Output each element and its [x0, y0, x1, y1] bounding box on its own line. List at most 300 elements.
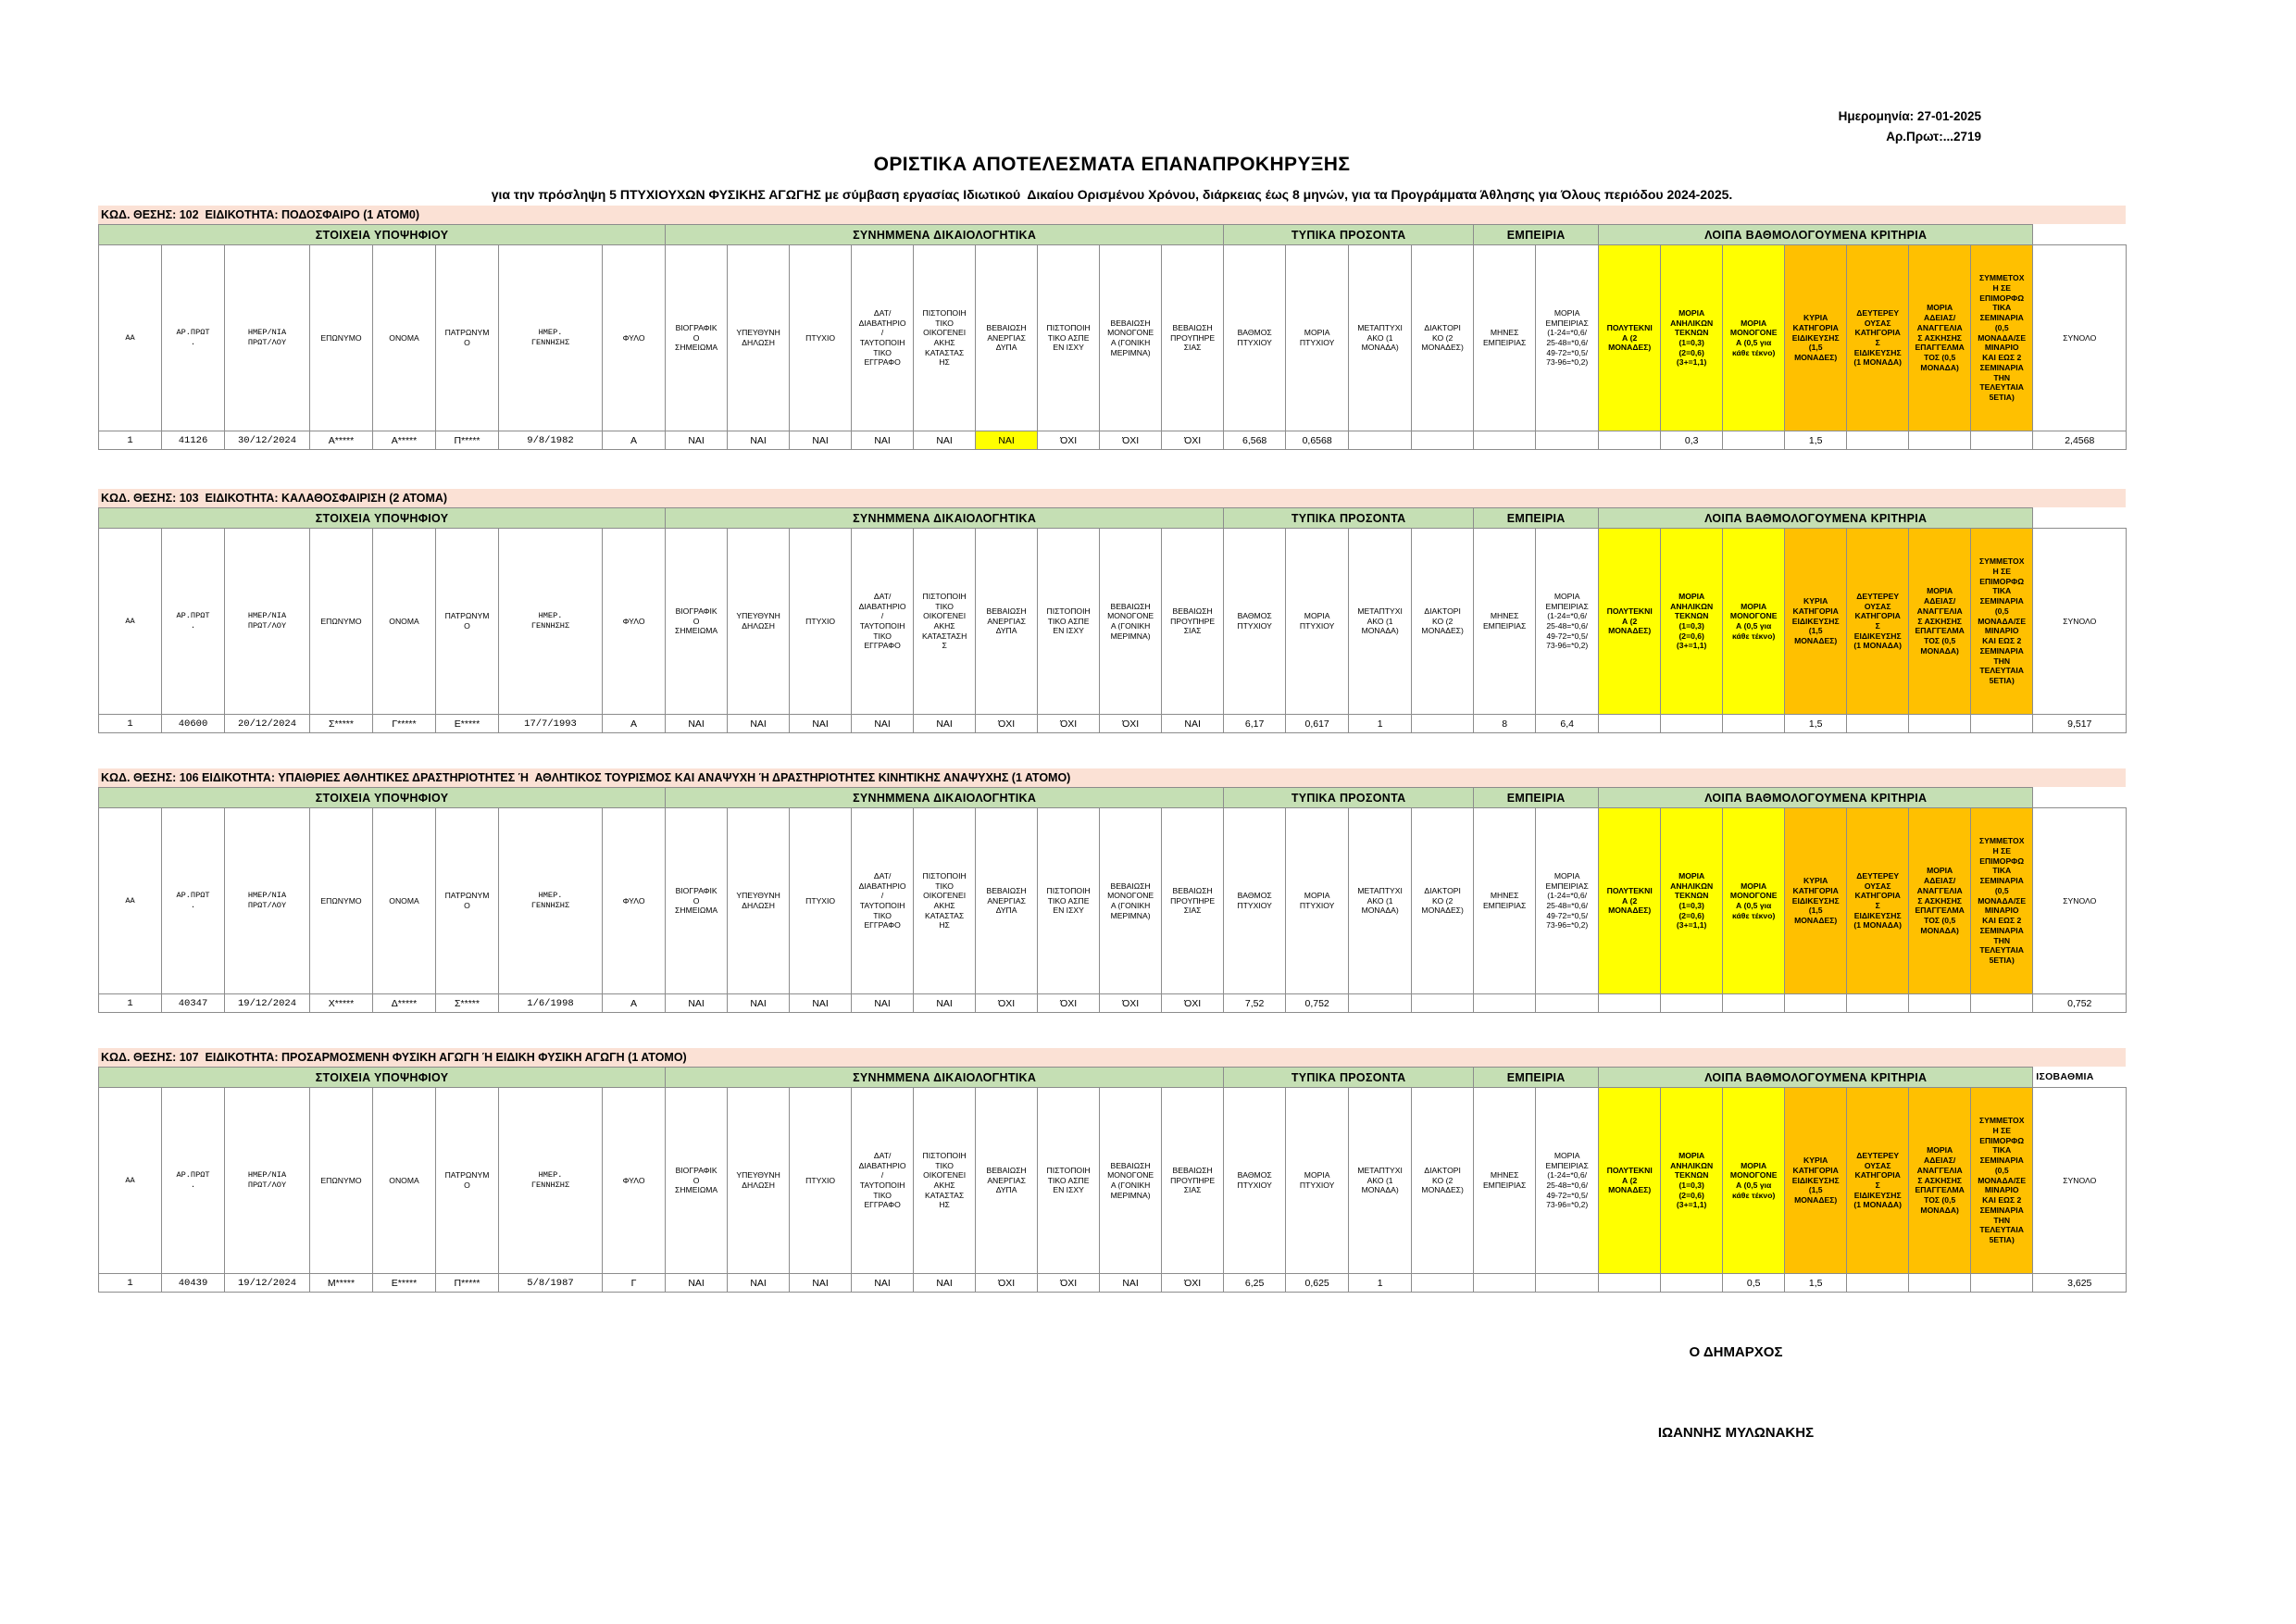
- column-header: ΒΕΒΑΙΩΣΗ ΠΡΟΥΠΗΡΕ ΣΙΑΣ: [1162, 245, 1224, 431]
- column-header: ΑΑ: [99, 245, 162, 431]
- table-cell: 19/12/2024: [225, 1274, 310, 1293]
- table-cell: 0,617: [1286, 715, 1349, 733]
- table-cell: 6,25: [1224, 1274, 1286, 1293]
- table-cell: 17/7/1993: [499, 715, 603, 733]
- column-header: ΜΟΡΙΑ ΠΤΥΧΙΟΥ: [1286, 808, 1349, 994]
- column-header: ΑΡ.ΠΡΩΤ .: [162, 1088, 225, 1274]
- table-cell: 1: [99, 715, 162, 733]
- table-cell: Δ*****: [373, 994, 436, 1013]
- group-header: ΣΥΝΗΜΜΕΝΑ ΔΙΚΑΙΟΛΟΓΗΤΙΚΑ: [666, 788, 1224, 808]
- column-header: ΠΟΛΥΤΕΚΝΙ Α (2 ΜΟΝΑΔΕΣ): [1599, 1088, 1661, 1274]
- column-header: ΒΕΒΑΙΩΣΗ ΠΡΟΥΠΗΡΕ ΣΙΑΣ: [1162, 529, 1224, 715]
- group-header: ΣΥΝΗΜΜΕΝΑ ΔΙΚΑΙΟΛΟΓΗΤΙΚΑ: [666, 225, 1224, 245]
- column-header: ΣΥΜΜΕΤΟΧ Η ΣΕ ΕΠΙΜΟΡΦΩ ΤΙΚΑ ΣΕΜΙΝΑΡΙΑ (0,5 ΜΟΝΑΔΑ/ΣΕ ΜΙΝΑΡΙΟ ΚΑΙ ΕΩΣ 2 ΣΕΜΙΝΑΡΙΑ ΤΗΝ ΤΕΛΕΥΤΑΙΑ 5ΕΤΙΑ): [1971, 529, 2033, 715]
- group-header-row: [99, 788, 2127, 808]
- table-cell: ΌΧΙ: [1038, 994, 1100, 1013]
- group-header-row: [99, 1068, 2127, 1088]
- column-header: ΑΡ.ΠΡΩΤ .: [162, 808, 225, 994]
- column-header: ΗΜΕΡ. ΓΕΝΝΗΣΗΣ: [499, 245, 603, 431]
- table-cell: ΝΑΙ: [914, 994, 976, 1013]
- column-header: ΣΥΝΟΛΟ: [2033, 529, 2127, 715]
- table-cell: Ε*****: [373, 1274, 436, 1293]
- column-header: ΥΠΕΥΘΥΝΗ ΔΗΛΩΣΗ: [728, 1088, 790, 1274]
- table-cell: [1971, 715, 2033, 733]
- table-cell: [1971, 431, 2033, 450]
- tie-label: ΙΣΟΒΑΘΜΙΑ: [2033, 1068, 2127, 1088]
- column-header: ΠΙΣΤΟΠΟΙΗ ΤΙΚΟ ΟΙΚΟΓΕΝΕΙ ΑΚΗΣ ΚΑΤΑΣΤΑΣ ΗΣ: [914, 1088, 976, 1274]
- column-header: ΣΥΜΜΕΤΟΧ Η ΣΕ ΕΠΙΜΟΡΦΩ ΤΙΚΑ ΣΕΜΙΝΑΡΙΑ (0,5 ΜΟΝΑΔΑ/ΣΕ ΜΙΝΑΡΙΟ ΚΑΙ ΕΩΣ 2 ΣΕΜΙΝΑΡΙΑ ΤΗΝ ΤΕΛΕΥΤΑΙΑ 5ΕΤΙΑ): [1971, 1088, 2033, 1274]
- column-header: ΑΑ: [99, 529, 162, 715]
- group-header: ΣΤΟΙΧΕΙΑ ΥΠΟΨΗΦΙΟΥ: [99, 788, 666, 808]
- table-cell: ΝΑΙ: [914, 715, 976, 733]
- table-cell: [1723, 715, 1785, 733]
- group-header: ΕΜΠΕΙΡΙΑ: [1474, 1068, 1599, 1088]
- group-header: ΕΜΠΕΙΡΙΑ: [1474, 508, 1599, 529]
- protocol-number: Αρ.Πρωτ:...2719: [1886, 130, 1981, 144]
- tie-label: [2033, 508, 2127, 529]
- table-cell: [1661, 994, 1723, 1013]
- column-header: ΒΕΒΑΙΩΣΗ ΑΝΕΡΓΙΑΣ ΔΥΠΑ: [976, 808, 1038, 994]
- table-cell: [1599, 715, 1661, 733]
- group-header: ΕΜΠΕΙΡΙΑ: [1474, 225, 1599, 245]
- column-header: ΠΟΛΥΤΕΚΝΙ Α (2 ΜΟΝΑΔΕΣ): [1599, 529, 1661, 715]
- table-cell: ΝΑΙ: [1100, 1274, 1162, 1293]
- table-cell: ΝΑΙ: [914, 431, 976, 450]
- table-cell: ΝΑΙ: [666, 1274, 728, 1293]
- table-body: [99, 1068, 2127, 1293]
- table-cell: ΌΧΙ: [976, 994, 1038, 1013]
- table-cell: ΝΑΙ: [666, 994, 728, 1013]
- column-header: ΜΕΤΑΠΤΥΧΙ ΑΚΟ (1 ΜΟΝΑΔΑ): [1349, 1088, 1412, 1274]
- column-header: ΚΥΡΙΑ ΚΑΤΗΓΟΡΙΑ ΕΙΔΙΚΕΥΣΗΣ (1,5 ΜΟΝΑΔΕΣ): [1785, 1088, 1847, 1274]
- table-cell: [1474, 431, 1536, 450]
- group-header: ΛΟΙΠΑ ΒΑΘΜΟΛΟΓΟΥΜΕΝΑ ΚΡΙΤΗΡΙΑ: [1599, 508, 2033, 529]
- table-cell: 1: [99, 431, 162, 450]
- column-header: ΒΑΘΜΟΣ ΠΤΥΧΙΟΥ: [1224, 1088, 1286, 1274]
- column-header: ΠΑΤΡΩΝΥΜ Ο: [436, 529, 499, 715]
- table-cell: 6,4: [1536, 715, 1599, 733]
- table-cell: 19/12/2024: [225, 994, 310, 1013]
- table-body: [99, 225, 2127, 450]
- table-cell: [1412, 994, 1474, 1013]
- column-header: ΠΑΤΡΩΝΥΜ Ο: [436, 808, 499, 994]
- column-header: ΠΑΤΡΩΝΥΜ Ο: [436, 245, 499, 431]
- table-cell: 1/6/1998: [499, 994, 603, 1013]
- column-header: ΠΟΛΥΤΕΚΝΙ Α (2 ΜΟΝΑΔΕΣ): [1599, 808, 1661, 994]
- group-header: ΣΥΝΗΜΜΕΝΑ ΔΙΚΑΙΟΛΟΓΗΤΙΚΑ: [666, 1068, 1224, 1088]
- column-header: ΒΕΒΑΙΩΣΗ ΜΟΝΟΓΟΝΕ Α (ΓΟΝΙΚΗ ΜΕΡΙΜΝΑ): [1100, 529, 1162, 715]
- table-cell: 1,5: [1785, 715, 1847, 733]
- column-header: ΜΟΡΙΑ ΕΜΠΕΙΡΙΑΣ (1-24=*0,6/ 25-48=*0,6/ 49-72=*0,5/ 73-96=*0,2): [1536, 808, 1599, 994]
- column-header: ΣΥΝΟΛΟ: [2033, 808, 2127, 994]
- table-cell: [1847, 1274, 1909, 1293]
- table-cell: Π*****: [436, 431, 499, 450]
- group-header: ΛΟΙΠΑ ΒΑΘΜΟΛΟΓΟΥΜΕΝΑ ΚΡΙΤΗΡΙΑ: [1599, 788, 2033, 808]
- table-cell: [1847, 715, 1909, 733]
- table-cell: 8: [1474, 715, 1536, 733]
- table-cell: [1661, 1274, 1723, 1293]
- table-cell: 0,752: [2033, 994, 2127, 1013]
- table-cell: ΝΑΙ: [790, 431, 852, 450]
- column-header: ΠΤΥΧΙΟ: [790, 808, 852, 994]
- column-header: ΠΤΥΧΙΟ: [790, 529, 852, 715]
- table-cell: ΝΑΙ: [852, 715, 914, 733]
- column-header-row: [99, 1088, 2127, 1274]
- group-header: ΣΥΝΗΜΜΕΝΑ ΔΙΚΑΙΟΛΟΓΗΤΙΚΑ: [666, 508, 1224, 529]
- table-cell: ΝΑΙ: [790, 1274, 852, 1293]
- table-cell: [1909, 994, 1971, 1013]
- table-body: [99, 508, 2127, 733]
- group-header: ΤΥΠΙΚΑ ΠΡΟΣΟΝΤΑ: [1224, 508, 1474, 529]
- document-title: ΟΡΙΣΤΙΚΑ ΑΠΟΤΕΛΕΣΜΑΤΑ ΕΠΑΝΑΠΡΟΚΗΡΥΞΗΣ: [873, 154, 1351, 175]
- table-cell: ΌΧΙ: [1162, 994, 1224, 1013]
- column-header: ΑΡ.ΠΡΩΤ .: [162, 245, 225, 431]
- table-cell: Σ*****: [310, 715, 373, 733]
- table-cell: ΌΧΙ: [1100, 715, 1162, 733]
- table-cell: [1599, 1274, 1661, 1293]
- column-header: ΜΟΡΙΑ ΠΤΥΧΙΟΥ: [1286, 245, 1349, 431]
- table-cell: ΌΧΙ: [1162, 1274, 1224, 1293]
- position-section-107: [98, 1048, 2126, 1293]
- column-header: ΔΕΥΤΕΡΕΥ ΟΥΣΑΣ ΚΑΤΗΓΟΡΙΑ Σ ΕΙΔΙΚΕΥΣΗΣ (1 ΜΟΝΑΔΑ): [1847, 245, 1909, 431]
- column-header: ΒΕΒΑΙΩΣΗ ΠΡΟΥΠΗΡΕ ΣΙΑΣ: [1162, 1088, 1224, 1274]
- table-cell: Χ*****: [310, 994, 373, 1013]
- table-cell: 1: [1349, 715, 1412, 733]
- column-header: ΜΕΤΑΠΤΥΧΙ ΑΚΟ (1 ΜΟΝΑΔΑ): [1349, 808, 1412, 994]
- table-cell: 0,752: [1286, 994, 1349, 1013]
- column-header: ΒΕΒΑΙΩΣΗ ΜΟΝΟΓΟΝΕ Α (ΓΟΝΙΚΗ ΜΕΡΙΜΝΑ): [1100, 1088, 1162, 1274]
- table-cell: Σ*****: [436, 994, 499, 1013]
- column-header: ΠΙΣΤΟΠΟΙΗ ΤΙΚΟ ΑΣΠΕ ΕΝ ΙΣΧΥ: [1038, 1088, 1100, 1274]
- table-row: [99, 994, 2127, 1013]
- column-header: ΒΑΘΜΟΣ ΠΤΥΧΙΟΥ: [1224, 245, 1286, 431]
- column-header: ΦΥΛΟ: [603, 1088, 666, 1274]
- table-cell: 9,517: [2033, 715, 2127, 733]
- table-cell: Μ*****: [310, 1274, 373, 1293]
- column-header: ΗΜΕΡ. ΓΕΝΝΗΣΗΣ: [499, 1088, 603, 1274]
- table-cell: 40347: [162, 994, 225, 1013]
- column-header: ΗΜΕΡ/ΝΙΑ ΠΡΩΤ/ΛΟΥ: [225, 245, 310, 431]
- table-cell: [1349, 431, 1412, 450]
- column-header: ΚΥΡΙΑ ΚΑΤΗΓΟΡΙΑ ΕΙΔΙΚΕΥΣΗΣ (1,5 ΜΟΝΑΔΕΣ): [1785, 808, 1847, 994]
- column-header: ΣΥΜΜΕΤΟΧ Η ΣΕ ΕΠΙΜΟΡΦΩ ΤΙΚΑ ΣΕΜΙΝΑΡΙΑ (0,5 ΜΟΝΑΔΑ/ΣΕ ΜΙΝΑΡΙΟ ΚΑΙ ΕΩΣ 2 ΣΕΜΙΝΑΡΙΑ ΤΗΝ ΤΕΛΕΥΤΑΙΑ 5ΕΤΙΑ): [1971, 808, 2033, 994]
- table-cell: [1723, 994, 1785, 1013]
- group-header-row: [99, 508, 2127, 529]
- column-header: ΜΗΝΕΣ ΕΜΠΕΙΡΙΑΣ: [1474, 1088, 1536, 1274]
- column-header: ΒΕΒΑΙΩΣΗ ΑΝΕΡΓΙΑΣ ΔΥΠΑ: [976, 1088, 1038, 1274]
- table-cell: ΌΧΙ: [1038, 1274, 1100, 1293]
- document-date: Ημερομηνία: 27-01-2025: [1838, 109, 1981, 123]
- column-header: ΜΟΡΙΑ ΑΝΗΛΙΚΩΝ ΤΕΚΝΩΝ (1=0,3) (2=0,6) (3+=1,1): [1661, 808, 1723, 994]
- position-banner: ΚΩΔ. ΘΕΣΗΣ: 106 ΕΙΔΙΚΟΤΗΤΑ: ΥΠΑΙΘΡΙΕΣ ΑΘΛΗΤΙΚΕΣ ΔΡΑΣΤΗΡΙΟΤΗΤΕΣ Ή ΑΘΛΗΤΙΚΟΣ ΤΟΥΡΙΣΜΟΣ ΚΑΙ ΑΝΑΨΥΧΗ Ή ΔΡΑΣΤΗΡΙΟΤΗΤΕΣ ΚΙΝΗΤΙΚΗΣ ΑΝΑΨΥΧΗΣ (1 ΑΤΟΜΟ): [98, 768, 2126, 787]
- table-cell: ΝΑΙ: [1162, 715, 1224, 733]
- group-header: ΛΟΙΠΑ ΒΑΘΜΟΛΟΓΟΥΜΕΝΑ ΚΡΙΤΗΡΙΑ: [1599, 225, 2033, 245]
- column-header: ΒΕΒΑΙΩΣΗ ΠΡΟΥΠΗΡΕ ΣΙΑΣ: [1162, 808, 1224, 994]
- table-cell: [1599, 994, 1661, 1013]
- table-cell: ΝΑΙ: [728, 1274, 790, 1293]
- column-header: ΔΕΥΤΕΡΕΥ ΟΥΣΑΣ ΚΑΤΗΓΟΡΙΑ Σ ΕΙΔΙΚΕΥΣΗΣ (1 ΜΟΝΑΔΑ): [1847, 529, 1909, 715]
- column-header: ΠΤΥΧΙΟ: [790, 1088, 852, 1274]
- column-header: ΜΟΡΙΑ ΑΝΗΛΙΚΩΝ ΤΕΚΝΩΝ (1=0,3) (2=0,6) (3+=1,1): [1661, 245, 1723, 431]
- group-header: ΤΥΠΙΚΑ ΠΡΟΣΟΝΤΑ: [1224, 225, 1474, 245]
- position-section-103: [98, 489, 2126, 733]
- table-cell: 30/12/2024: [225, 431, 310, 450]
- column-header: ΑΡ.ΠΡΩΤ .: [162, 529, 225, 715]
- column-header: ΦΥΛΟ: [603, 529, 666, 715]
- column-header: ΕΠΩΝΥΜΟ: [310, 1088, 373, 1274]
- column-header: ΑΑ: [99, 808, 162, 994]
- tie-label: [2033, 788, 2127, 808]
- column-header: ΕΠΩΝΥΜΟ: [310, 529, 373, 715]
- table-cell: ΝΑΙ: [852, 1274, 914, 1293]
- signature-role: Ο ΔΗΜΑΡΧΟΣ: [1689, 1344, 1783, 1360]
- table-cell: ΝΑΙ: [852, 994, 914, 1013]
- table-cell: [1412, 715, 1474, 733]
- table-cell: ΝΑΙ: [728, 715, 790, 733]
- table-cell: 1,5: [1785, 1274, 1847, 1293]
- table-cell: [1847, 431, 1909, 450]
- table-cell: 9/8/1982: [499, 431, 603, 450]
- column-header-row: [99, 808, 2127, 994]
- column-header: ΜΟΡΙΑ ΑΔΕΙΑΣ/ ΑΝΑΓΓΕΛΙΑ Σ ΑΣΚΗΣΗΣ ΕΠΑΓΓΕΛΜΑ ΤΟΣ (0,5 ΜΟΝΑΔΑ): [1909, 529, 1971, 715]
- table-cell: [1661, 715, 1723, 733]
- table-cell: ΌΧΙ: [1100, 994, 1162, 1013]
- table-cell: [1723, 431, 1785, 450]
- table-cell: Α: [603, 994, 666, 1013]
- document-subtitle: για την πρόσληψη 5 ΠΤΥΧΙΟΥΧΩΝ ΦΥΣΙΚΗΣ ΑΓΩΓΗΣ με σύμβαση εργασίας Ιδιωτικού Δικαίου Ορισμένου Χρόνου, διάρκειας έως 8 μηνών, για τα Προγράμματα Άθλησης για Όλους περιόδου 2024-2025.: [491, 187, 1733, 202]
- table-cell: 0,5: [1723, 1274, 1785, 1293]
- table-cell: [1909, 715, 1971, 733]
- table-row: [99, 431, 2127, 450]
- column-header: ΔΙΑΚΤΟΡΙ ΚΟ (2 ΜΟΝΑΔΕΣ): [1412, 245, 1474, 431]
- table-cell: [1847, 994, 1909, 1013]
- column-header: ΜΟΡΙΑ ΑΝΗΛΙΚΩΝ ΤΕΚΝΩΝ (1=0,3) (2=0,6) (3+=1,1): [1661, 1088, 1723, 1274]
- table-cell: [1412, 1274, 1474, 1293]
- column-header: ΜΟΡΙΑ ΕΜΠΕΙΡΙΑΣ (1-24=*0,6/ 25-48=*0,6/ 49-72=*0,5/ 73-96=*0,2): [1536, 1088, 1599, 1274]
- position-section-106: [98, 768, 2126, 1013]
- column-header: ΣΥΝΟΛΟ: [2033, 1088, 2127, 1274]
- column-header: ΥΠΕΥΘΥΝΗ ΔΗΛΩΣΗ: [728, 529, 790, 715]
- group-header-row: [99, 225, 2127, 245]
- table-cell: Π*****: [436, 1274, 499, 1293]
- group-header: ΣΤΟΙΧΕΙΑ ΥΠΟΨΗΦΙΟΥ: [99, 508, 666, 529]
- table-cell: ΌΧΙ: [976, 715, 1038, 733]
- table-cell: 1: [1349, 1274, 1412, 1293]
- column-header: ΔΙΑΚΤΟΡΙ ΚΟ (2 ΜΟΝΑΔΕΣ): [1412, 808, 1474, 994]
- table-cell: 0,625: [1286, 1274, 1349, 1293]
- column-header: ΒΙΟΓΡΑΦΙΚ Ο ΣΗΜΕΙΩΜΑ: [666, 1088, 728, 1274]
- table-cell: 40439: [162, 1274, 225, 1293]
- table-cell: ΝΑΙ: [852, 431, 914, 450]
- table-cell: [1599, 431, 1661, 450]
- column-header: ΒΙΟΓΡΑΦΙΚ Ο ΣΗΜΕΙΩΜΑ: [666, 808, 728, 994]
- table-cell: [1474, 994, 1536, 1013]
- column-header: ΜΗΝΕΣ ΕΜΠΕΙΡΙΑΣ: [1474, 245, 1536, 431]
- table-cell: Α*****: [310, 431, 373, 450]
- column-header: ΗΜΕΡ. ΓΕΝΝΗΣΗΣ: [499, 529, 603, 715]
- column-header: ΦΥΛΟ: [603, 808, 666, 994]
- column-header: ΒΑΘΜΟΣ ΠΤΥΧΙΟΥ: [1224, 529, 1286, 715]
- table-cell: [1349, 994, 1412, 1013]
- column-header: ΟΝΟΜΑ: [373, 808, 436, 994]
- column-header: ΜΕΤΑΠΤΥΧΙ ΑΚΟ (1 ΜΟΝΑΔΑ): [1349, 529, 1412, 715]
- table-cell: 1,5: [1785, 431, 1847, 450]
- table-cell: 6,568: [1224, 431, 1286, 450]
- results-table: [98, 1067, 2127, 1293]
- column-header: ΠΙΣΤΟΠΟΙΗ ΤΙΚΟ ΟΙΚΟΓΕΝΕΙ ΑΚΗΣ ΚΑΤΑΣΤΑΣ ΗΣ: [914, 245, 976, 431]
- column-header: ΒΕΒΑΙΩΣΗ ΜΟΝΟΓΟΝΕ Α (ΓΟΝΙΚΗ ΜΕΡΙΜΝΑ): [1100, 245, 1162, 431]
- column-header: ΜΟΡΙΑ ΕΜΠΕΙΡΙΑΣ (1-24=*0,6/ 25-48=*0,6/ 49-72=*0,5/ 73-96=*0,2): [1536, 529, 1599, 715]
- column-header: ΜΗΝΕΣ ΕΜΠΕΙΡΙΑΣ: [1474, 808, 1536, 994]
- table-cell: Γ: [603, 1274, 666, 1293]
- table-cell: [1971, 1274, 2033, 1293]
- column-header: ΠΙΣΤΟΠΟΙΗ ΤΙΚΟ ΑΣΠΕ ΕΝ ΙΣΧΥ: [1038, 808, 1100, 994]
- table-cell: [1785, 994, 1847, 1013]
- table-body: [99, 788, 2127, 1013]
- table-cell: Γ*****: [373, 715, 436, 733]
- table-cell: [1412, 431, 1474, 450]
- table-cell: 40600: [162, 715, 225, 733]
- table-cell: ΝΑΙ: [666, 715, 728, 733]
- signature-name: ΙΩΑΝΝΗΣ ΜΥΛΩΝΑΚΗΣ: [1657, 1425, 1815, 1441]
- group-header: ΤΥΠΙΚΑ ΠΡΟΣΟΝΤΑ: [1224, 1068, 1474, 1088]
- column-header: ΔΑΤ/ ΔΙΑΒΑΤΗΡΙΟ / ΤΑΥΤΟΠΟΙΗ ΤΙΚΟ ΕΓΓΡΑΦΟ: [852, 808, 914, 994]
- position-banner: ΚΩΔ. ΘΕΣΗΣ: 102 ΕΙΔΙΚΟΤΗΤΑ: ΠΟΔΟΣΦΑΙΡΟ (1 ΑΤΟΜ0): [98, 206, 2126, 224]
- column-header: ΜΟΡΙΑ ΑΔΕΙΑΣ/ ΑΝΑΓΓΕΛΙΑ Σ ΑΣΚΗΣΗΣ ΕΠΑΓΓΕΛΜΑ ΤΟΣ (0,5 ΜΟΝΑΔΑ): [1909, 245, 1971, 431]
- column-header: ΗΜΕΡ. ΓΕΝΝΗΣΗΣ: [499, 808, 603, 994]
- column-header: ΜΟΡΙΑ ΠΤΥΧΙΟΥ: [1286, 529, 1349, 715]
- table-cell: ΌΧΙ: [1038, 431, 1100, 450]
- group-header: ΣΤΟΙΧΕΙΑ ΥΠΟΨΗΦΙΟΥ: [99, 225, 666, 245]
- table-cell: ΝΑΙ: [914, 1274, 976, 1293]
- column-header: ΕΠΩΝΥΜΟ: [310, 808, 373, 994]
- table-cell: Ε*****: [436, 715, 499, 733]
- column-header: ΔΑΤ/ ΔΙΑΒΑΤΗΡΙΟ / ΤΑΥΤΟΠΟΙΗ ΤΙΚΟ ΕΓΓΡΑΦΟ: [852, 529, 914, 715]
- group-header: ΣΤΟΙΧΕΙΑ ΥΠΟΨΗΦΙΟΥ: [99, 1068, 666, 1088]
- column-header: ΠΙΣΤΟΠΟΙΗ ΤΙΚΟ ΟΙΚΟΓΕΝΕΙ ΑΚΗΣ ΚΑΤΑΣΤΑΣ ΗΣ: [914, 808, 976, 994]
- table-cell: [1536, 1274, 1599, 1293]
- column-header: ΜΟΡΙΑ ΠΤΥΧΙΟΥ: [1286, 1088, 1349, 1274]
- column-header: ΗΜΕΡ/ΝΙΑ ΠΡΩΤ/ΛΟΥ: [225, 1088, 310, 1274]
- column-header: ΗΜΕΡ/ΝΙΑ ΠΡΩΤ/ΛΟΥ: [225, 808, 310, 994]
- table-cell: Α: [603, 715, 666, 733]
- column-header: ΜΟΡΙΑ ΑΔΕΙΑΣ/ ΑΝΑΓΓΕΛΙΑ Σ ΑΣΚΗΣΗΣ ΕΠΑΓΓΕΛΜΑ ΤΟΣ (0,5 ΜΟΝΑΔΑ): [1909, 1088, 1971, 1274]
- column-header: ΠΤΥΧΙΟ: [790, 245, 852, 431]
- column-header: ΔΕΥΤΕΡΕΥ ΟΥΣΑΣ ΚΑΤΗΓΟΡΙΑ Σ ΕΙΔΙΚΕΥΣΗΣ (1 ΜΟΝΑΔΑ): [1847, 1088, 1909, 1274]
- column-header: ΥΠΕΥΘΥΝΗ ΔΗΛΩΣΗ: [728, 245, 790, 431]
- column-header: ΔΙΑΚΤΟΡΙ ΚΟ (2 ΜΟΝΑΔΕΣ): [1412, 529, 1474, 715]
- column-header: ΒΕΒΑΙΩΣΗ ΑΝΕΡΓΙΑΣ ΔΥΠΑ: [976, 529, 1038, 715]
- column-header: ΦΥΛΟ: [603, 245, 666, 431]
- table-cell: 1: [99, 994, 162, 1013]
- column-header: ΒΕΒΑΙΩΣΗ ΜΟΝΟΓΟΝΕ Α (ΓΟΝΙΚΗ ΜΕΡΙΜΝΑ): [1100, 808, 1162, 994]
- table-cell: 1: [99, 1274, 162, 1293]
- table-cell: 2,4568: [2033, 431, 2127, 450]
- group-header: ΕΜΠΕΙΡΙΑ: [1474, 788, 1599, 808]
- column-header: ΜΕΤΑΠΤΥΧΙ ΑΚΟ (1 ΜΟΝΑΔΑ): [1349, 245, 1412, 431]
- results-table: [98, 787, 2127, 1013]
- position-section-102: [98, 206, 2126, 450]
- column-header: ΜΗΝΕΣ ΕΜΠΕΙΡΙΑΣ: [1474, 529, 1536, 715]
- column-header: ΒΑΘΜΟΣ ΠΤΥΧΙΟΥ: [1224, 808, 1286, 994]
- column-header-row: [99, 529, 2127, 715]
- column-header: ΔΙΑΚΤΟΡΙ ΚΟ (2 ΜΟΝΑΔΕΣ): [1412, 1088, 1474, 1274]
- position-banner: ΚΩΔ. ΘΕΣΗΣ: 103 ΕΙΔΙΚΟΤΗΤΑ: ΚΑΛΑΘΟΣΦΑΙΡΙΣΗ (2 ΑΤΟΜΑ): [98, 489, 2126, 507]
- column-header: ΑΑ: [99, 1088, 162, 1274]
- table-cell: Α: [603, 431, 666, 450]
- group-header: ΛΟΙΠΑ ΒΑΘΜΟΛΟΓΟΥΜΕΝΑ ΚΡΙΤΗΡΙΑ: [1599, 1068, 2033, 1088]
- column-header: ΣΥΜΜΕΤΟΧ Η ΣΕ ΕΠΙΜΟΡΦΩ ΤΙΚΑ ΣΕΜΙΝΑΡΙΑ (0,5 ΜΟΝΑΔΑ/ΣΕ ΜΙΝΑΡΙΟ ΚΑΙ ΕΩΣ 2 ΣΕΜΙΝΑΡΙΑ ΤΗΝ ΤΕΛΕΥΤΑΙΑ 5ΕΤΙΑ): [1971, 245, 2033, 431]
- table-cell: [1474, 1274, 1536, 1293]
- column-header: ΠΙΣΤΟΠΟΙΗ ΤΙΚΟ ΑΣΠΕ ΕΝ ΙΣΧΥ: [1038, 245, 1100, 431]
- column-header: ΠΙΣΤΟΠΟΙΗ ΤΙΚΟ ΟΙΚΟΓΕΝΕΙ ΑΚΗΣ ΚΑΤΑΣΤΑΣΗ Σ: [914, 529, 976, 715]
- table-cell: ΝΑΙ: [728, 994, 790, 1013]
- table-cell: 0,6568: [1286, 431, 1349, 450]
- table-row: [99, 715, 2127, 733]
- table-cell: [1971, 994, 2033, 1013]
- column-header: ΜΟΡΙΑ ΑΝΗΛΙΚΩΝ ΤΕΚΝΩΝ (1=0,3) (2=0,6) (3+=1,1): [1661, 529, 1723, 715]
- table-cell: ΌΧΙ: [1162, 431, 1224, 450]
- table-cell: 7,52: [1224, 994, 1286, 1013]
- column-header: ΥΠΕΥΘΥΝΗ ΔΗΛΩΣΗ: [728, 808, 790, 994]
- table-cell: [1536, 994, 1599, 1013]
- column-header-row: [99, 245, 2127, 431]
- table-cell: Α*****: [373, 431, 436, 450]
- column-header: ΒΙΟΓΡΑΦΙΚ Ο ΣΗΜΕΙΩΜΑ: [666, 529, 728, 715]
- table-cell: 0,3: [1661, 431, 1723, 450]
- table-cell: 20/12/2024: [225, 715, 310, 733]
- results-table: [98, 507, 2127, 733]
- column-header: ΠΑΤΡΩΝΥΜ Ο: [436, 1088, 499, 1274]
- position-banner: ΚΩΔ. ΘΕΣΗΣ: 107 ΕΙΔΙΚΟΤΗΤΑ: ΠΡΟΣΑΡΜΟΣΜΕΝΗ ΦΥΣΙΚΗ ΑΓΩΓΗ Ή ΕΙΔΙΚΗ ΦΥΣΙΚΗ ΑΓΩΓΗ (1 ΑΤΟΜΟ): [98, 1048, 2126, 1067]
- column-header: ΠΟΛΥΤΕΚΝΙ Α (2 ΜΟΝΑΔΕΣ): [1599, 245, 1661, 431]
- column-header: ΚΥΡΙΑ ΚΑΤΗΓΟΡΙΑ ΕΙΔΙΚΕΥΣΗΣ (1,5 ΜΟΝΑΔΕΣ): [1785, 245, 1847, 431]
- column-header: ΒΕΒΑΙΩΣΗ ΑΝΕΡΓΙΑΣ ΔΥΠΑ: [976, 245, 1038, 431]
- column-header: ΣΥΝΟΛΟ: [2033, 245, 2127, 431]
- column-header: ΜΟΡΙΑ ΑΔΕΙΑΣ/ ΑΝΑΓΓΕΛΙΑ Σ ΑΣΚΗΣΗΣ ΕΠΑΓΓΕΛΜΑ ΤΟΣ (0,5 ΜΟΝΑΔΑ): [1909, 808, 1971, 994]
- table-cell: ΌΧΙ: [1038, 715, 1100, 733]
- column-header: ΜΟΡΙΑ ΕΜΠΕΙΡΙΑΣ (1-24=*0,6/ 25-48=*0,6/ 49-72=*0,5/ 73-96=*0,2): [1536, 245, 1599, 431]
- table-cell: ΝΑΙ: [976, 431, 1038, 450]
- column-header: ΟΝΟΜΑ: [373, 1088, 436, 1274]
- column-header: ΜΟΡΙΑ ΜΟΝΟΓΟΝΕ Α (0,5 για κάθε τέκνο): [1723, 1088, 1785, 1274]
- column-header: ΔΕΥΤΕΡΕΥ ΟΥΣΑΣ ΚΑΤΗΓΟΡΙΑ Σ ΕΙΔΙΚΕΥΣΗΣ (1 ΜΟΝΑΔΑ): [1847, 808, 1909, 994]
- column-header: ΜΟΡΙΑ ΜΟΝΟΓΟΝΕ Α (0,5 για κάθε τέκνο): [1723, 529, 1785, 715]
- table-cell: ΌΧΙ: [1100, 431, 1162, 450]
- column-header: ΒΙΟΓΡΑΦΙΚ Ο ΣΗΜΕΙΩΜΑ: [666, 245, 728, 431]
- column-header: ΠΙΣΤΟΠΟΙΗ ΤΙΚΟ ΑΣΠΕ ΕΝ ΙΣΧΥ: [1038, 529, 1100, 715]
- table-cell: ΝΑΙ: [666, 431, 728, 450]
- table-cell: 3,625: [2033, 1274, 2127, 1293]
- column-header: ΔΑΤ/ ΔΙΑΒΑΤΗΡΙΟ / ΤΑΥΤΟΠΟΙΗ ΤΙΚΟ ΕΓΓΡΑΦΟ: [852, 245, 914, 431]
- group-header: ΤΥΠΙΚΑ ΠΡΟΣΟΝΤΑ: [1224, 788, 1474, 808]
- column-header: ΜΟΡΙΑ ΜΟΝΟΓΟΝΕ Α (0,5 για κάθε τέκνο): [1723, 245, 1785, 431]
- table-cell: ΝΑΙ: [790, 994, 852, 1013]
- column-header: ΟΝΟΜΑ: [373, 529, 436, 715]
- column-header: ΟΝΟΜΑ: [373, 245, 436, 431]
- table-cell: ΌΧΙ: [976, 1274, 1038, 1293]
- column-header: ΔΑΤ/ ΔΙΑΒΑΤΗΡΙΟ / ΤΑΥΤΟΠΟΙΗ ΤΙΚΟ ΕΓΓΡΑΦΟ: [852, 1088, 914, 1274]
- table-cell: [1536, 431, 1599, 450]
- table-cell: [1909, 431, 1971, 450]
- table-cell: [1909, 1274, 1971, 1293]
- table-cell: ΝΑΙ: [790, 715, 852, 733]
- table-cell: 6,17: [1224, 715, 1286, 733]
- tie-label: [2033, 225, 2127, 245]
- table-row: [99, 1274, 2127, 1293]
- column-header: ΗΜΕΡ/ΝΙΑ ΠΡΩΤ/ΛΟΥ: [225, 529, 310, 715]
- column-header: ΜΟΡΙΑ ΜΟΝΟΓΟΝΕ Α (0,5 για κάθε τέκνο): [1723, 808, 1785, 994]
